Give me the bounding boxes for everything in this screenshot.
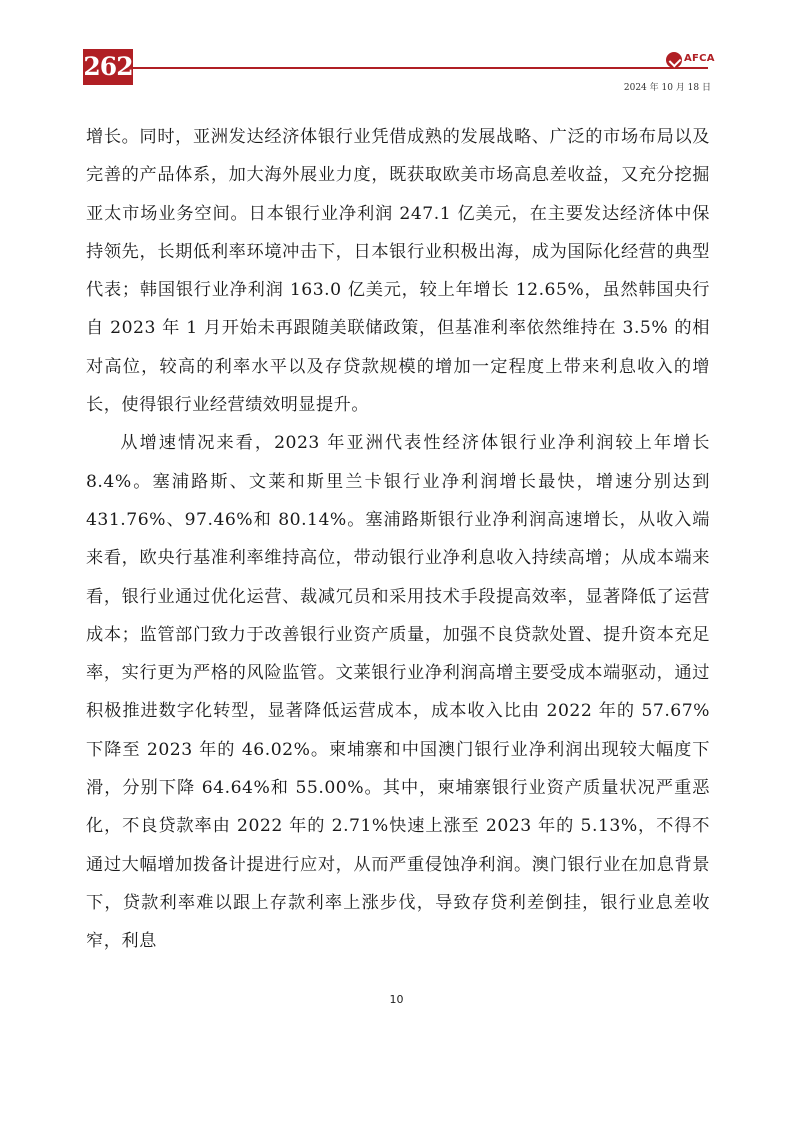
afca-logo	[666, 50, 715, 74]
issue-number-badge: 262	[83, 49, 133, 85]
afca-logo-icon	[666, 52, 682, 68]
afca-logo-text: AFCA	[684, 53, 715, 64]
header-date: 2024 年 10 月 18 日	[623, 83, 711, 93]
paragraph: 从增速情况来看，2023 年亚洲代表性经济体银行业净利润较上年增长 8.4%。塞浦路斯、文莱和斯里兰卡银行业净利润增长最快，增速分别达到 431.76%、97.46%和 80.14%。塞浦路斯银行业净利润高速增长，从收入端来看，欧央行基准利率维持高位，带动银行业净利息收入持续高增；从成本端来看，银行业通过优化运营、裁减冗员和采用技术手段提高效率，显著降低了运营成本；监管部门致力于改善银行业资产质量，加强不良贷款处置、提升资本充足率，实行更为严格的风险监管。文莱银行业净利润高增主要受成本端驱动，通过积极推进数字化转型，显著降低运营成本，成本收入比由 2022 年的 57.67% 下降至 2023 年的 46.02%。柬埔寨和中国澳门银行业净利润出现较大幅度下滑，分别下降 64.64%和 55.00%。其中，柬埔寨银行业资产质量状况严重恶化，不良贷款率由 2022 年的 2.71%快速上涨至 2023 年的 5.13%，不得不通过大幅增加拨备计提进行应对，从而严重侵蚀净利润。澳门银行业在加息背景下，贷款利率难以跟上存款利率上涨步伐，导致存贷利差倒挂，银行业息差收窄，利息	[86, 433, 710, 952]
body-text	[86, 118, 710, 961]
paragraph-continued: 增长。同时，亚洲发达经济体银行业凭借成熟的发展战略、广泛的市场布局以及完善的产品体系，加大海外展业力度，既获取欧美市场高息差收益，又充分挖掘亚太市场业务空间。日本银行业净利润 247.1 亿美元，在主要发达经济体中保持领先，长期低利率环境冲击下，日本银行业积极出海，成为国际化经营的典型代表；韩国银行业净利润 163.0 亿美元，较上年增长 12.65%，虽然韩国央行自 2023 年 1 月开始未再跟随美联储政策，但基准利率依然维持在 3.5% 的相对高位，较高的利率水平以及存贷款规模的增加一定程度上带来利息收入的增长，使得银行业经营绩效明显提升。	[86, 127, 710, 416]
header-rule	[133, 67, 708, 69]
page-number: 10	[389, 993, 404, 1006]
page-header	[0, 0, 793, 100]
